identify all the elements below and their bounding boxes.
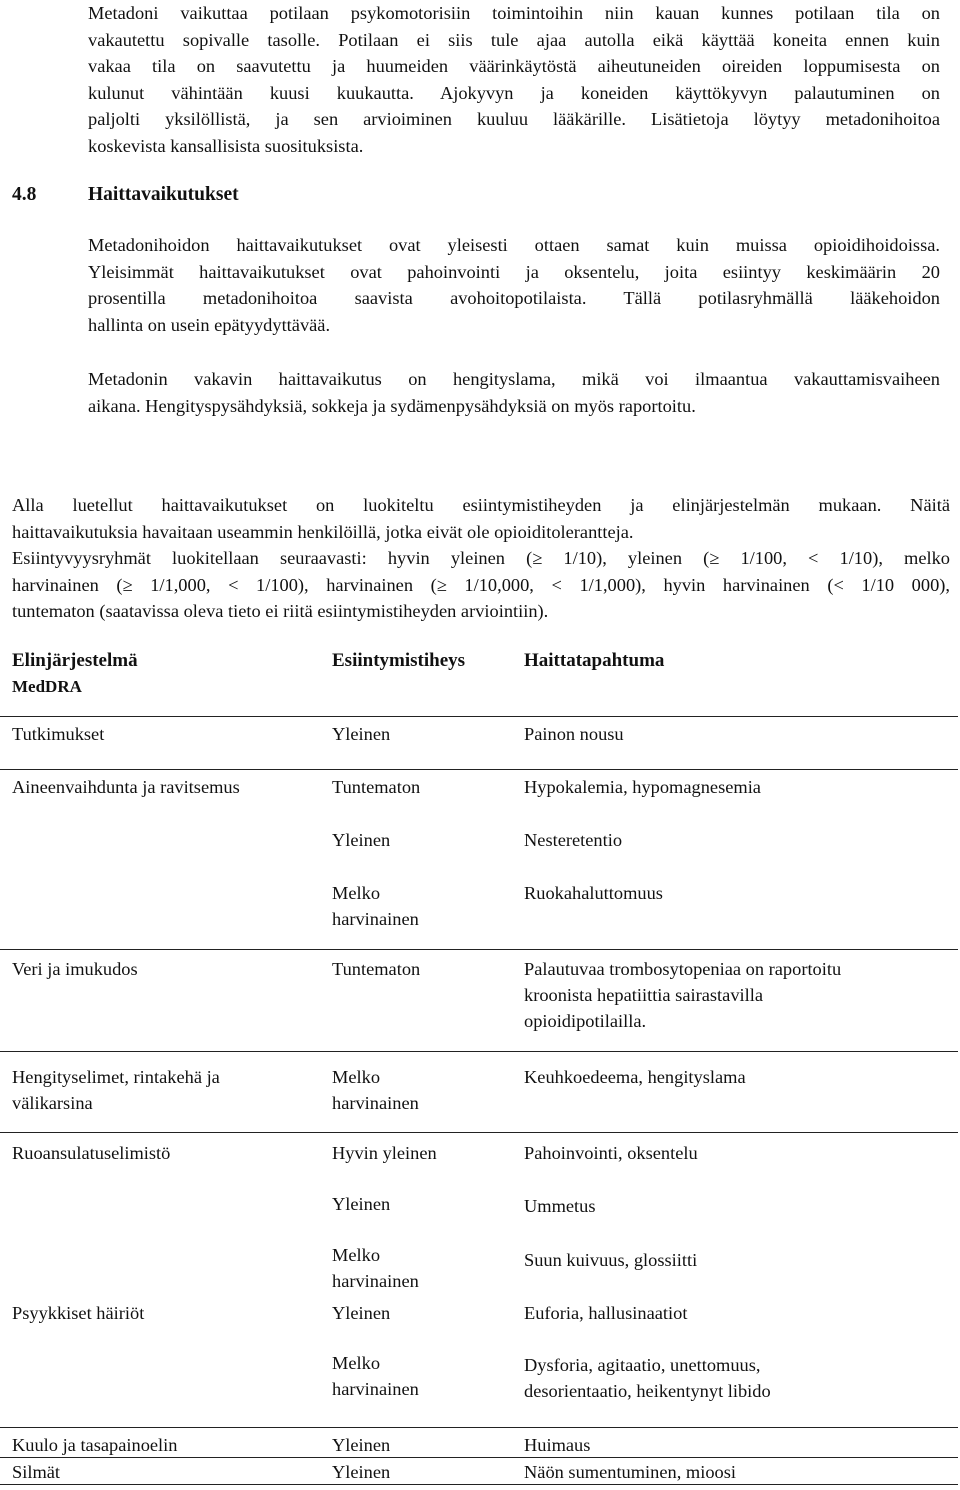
cell-event: Painon nousu [524, 724, 624, 744]
header-meddra-label: MedDRA [12, 676, 82, 696]
row-divider [0, 1051, 958, 1052]
row-divider [0, 716, 958, 717]
severe-effect-paragraph [88, 366, 940, 419]
row-divider [0, 949, 958, 950]
cell-frequency: Yleinen [332, 1194, 391, 1214]
text-line: vakaa tila on saavutettu ja huumeiden väärinkäytöstä aiheutuneiden oireiden loppumisesta on [88, 56, 940, 76]
cell-event: Näön sumentuminen, mioosi [524, 1462, 736, 1482]
cell-organ: Ruoansulatuselimistö [12, 1143, 171, 1163]
cell-organ: Silmät [12, 1462, 61, 1482]
intro-paragraph [88, 0, 940, 159]
section-number: 4.8 [12, 184, 37, 205]
cell-frequency: harvinainen [332, 1379, 419, 1399]
cell-event: opioidipotilailla. [524, 1011, 647, 1031]
cell-frequency: Yleinen [332, 724, 391, 744]
row-divider [0, 769, 958, 770]
cell-frequency: harvinainen [332, 1271, 419, 1291]
text-line: Alla luetellut haittavaikutukset on luokiteltu esiintymistiheyden ja elinjärjestelmän mukaan. Näitä [12, 495, 950, 515]
text-line: tuntematon (saatavissa oleva tieto ei riitä esiintymistiheyden arviointiin). [12, 601, 549, 621]
cell-event: Euforia, hallusinaatiot [524, 1303, 688, 1323]
row-divider [0, 1427, 958, 1428]
cell-event: Keuhkoedeema, hengityslama [524, 1067, 746, 1087]
text-line: prosentilla metadonihoitoa saavista avohoitopotilaista. Tällä potilasryhmällä lääkehoidon [88, 288, 940, 308]
header-frequency: Esiintymistiheys [332, 650, 466, 671]
cell-frequency: Yleinen [332, 1462, 391, 1482]
cell-frequency: harvinainen [332, 1093, 419, 1113]
row-divider [0, 1132, 958, 1133]
text-line: Metadoni vaikuttaa potilaan psykomotorisiin toimintoihin niin kauan kunnes potilaan tila on [88, 3, 940, 23]
cell-frequency: Melko [332, 1067, 381, 1087]
cell-organ: välikarsina [12, 1093, 93, 1113]
cell-organ: Hengityselimet, rintakehä ja [12, 1067, 220, 1087]
cell-organ: Kuulo ja tasapainoelin [12, 1435, 178, 1455]
cell-frequency: Hyvin yleinen [332, 1143, 437, 1163]
cell-frequency: Tuntematon [332, 959, 421, 979]
cell-frequency: Yleinen [332, 1303, 391, 1323]
text-line: Yleisimmät haittavaikutukset ovat pahoinvointi ja oksentelu, joita esiintyy keskimäärin 20 [88, 261, 940, 282]
cell-event: Nesteretentio [524, 830, 623, 850]
row-divider [0, 1457, 958, 1458]
cell-frequency: harvinainen [332, 909, 419, 929]
header-organ-system-label: Elinjärjestelmä [12, 650, 138, 671]
cell-event: Palautuvaa trombosytopeniaa on raportoitu [524, 959, 842, 979]
text-line: Metadonihoidon haittavaikutukset ovat yleisesti ottaen samat kuin muissa opioidihoidoissa. [88, 235, 940, 255]
cell-frequency: Tuntematon [332, 777, 421, 797]
classification-paragraph [12, 492, 950, 625]
cell-frequency: Melko [332, 1353, 381, 1373]
text-line: hallinta on usein epätyydyttävää. [88, 314, 331, 335]
cell-event: Ruokahaluttomuus [524, 883, 663, 903]
cell-event: Hypokalemia, hypomagnesemia [524, 777, 761, 797]
cell-organ: Tutkimukset [12, 724, 105, 744]
text-line: Metadonin vakavin haittavaikutus on hengityslama, mikä voi ilmaantua vakauttamisvaiheen [88, 369, 940, 389]
text-line: haittavaikutuksia havaitaan useammin henkilöillä, jotka eivät ole opioiditolerantteja. [12, 521, 634, 542]
text-line: Esiintyvyysryhmät luokitellaan seuraavasti: hyvin yleinen (≥ 1/10), yleinen (≥ 1/100, < 1/10), melko [12, 548, 950, 568]
cell-organ: Veri ja imukudos [12, 959, 138, 979]
cell-frequency: Melko [332, 883, 381, 903]
cell-event: Pahoinvointi, oksentelu [524, 1143, 698, 1163]
cell-event: kroonista hepatiittia sairastavilla [524, 985, 764, 1005]
text-line: aikana. Hengityspysähdyksiä, sokkeja ja sydämenpysähdyksiä on myös raportoitu. [88, 395, 696, 416]
cell-frequency: Yleinen [332, 1435, 391, 1455]
row-divider [0, 1484, 958, 1485]
text-line: paljolti yksilöllistä, ja sen arvioiminen kuuluu lääkärille. Lisätietoja löytyy metadonihoitoa [88, 109, 940, 129]
header-adverse-event: Haittatapahtuma [524, 650, 665, 671]
text-line: koskevista kansallisista suosituksista. [88, 135, 364, 156]
section-title: Haittavaikutukset [88, 184, 239, 205]
cell-event: Ummetus [524, 1196, 596, 1216]
text-line: kulunut vähintään kuusi kuukautta. Ajokyvyn ja koneiden käyttökyvyn palautuminen on [88, 82, 940, 103]
header-organ-system [12, 648, 138, 699]
cell-event: desorientaatio, heikentynyt libido [524, 1381, 771, 1401]
cell-event: Huimaus [524, 1435, 591, 1455]
cell-frequency: Melko [332, 1245, 381, 1265]
cell-frequency: Yleinen [332, 830, 391, 850]
section-heading [12, 182, 239, 209]
side-effects-paragraph [88, 232, 940, 338]
cell-event: Dysforia, agitaatio, unettomuus, [524, 1355, 761, 1375]
text-line: vakautettu sopivalle tasolle. Potilaan ei siis tule ajaa autolla eikä käyttää koneita ennen kuin [88, 29, 940, 50]
cell-organ: Psyykkiset häiriöt [12, 1303, 145, 1323]
cell-organ: Aineenvaihdunta ja ravitsemus [12, 777, 240, 797]
cell-event: Suun kuivuus, glossiitti [524, 1250, 698, 1270]
text-line: harvinainen (≥ 1/1,000, < 1/100), harvinainen (≥ 1/10,000, < 1/1,000), hyvin harvinainen (< 1/10 000), [12, 574, 950, 595]
